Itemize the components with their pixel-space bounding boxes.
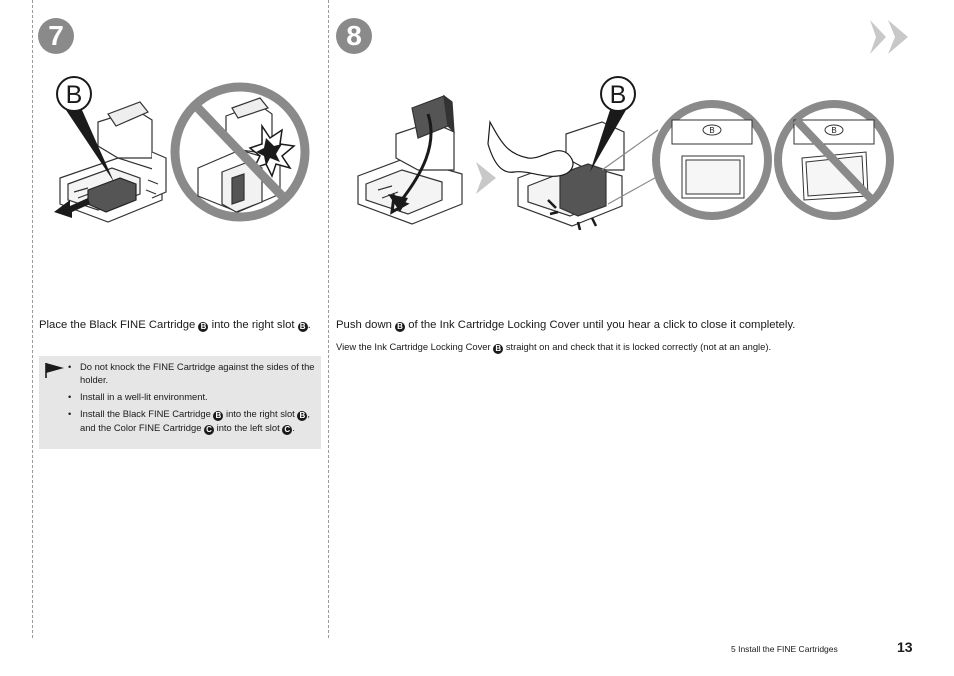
step-7-instruction	[39, 318, 327, 333]
instruction-text: Place the Black FINE Cartridge	[39, 319, 196, 331]
mark-c-icon: C	[282, 425, 292, 435]
prohibited-icon	[778, 104, 890, 216]
callout-letter: B	[609, 81, 627, 109]
mark-b-icon: B	[493, 344, 503, 354]
step-8-badge: 8	[336, 18, 372, 54]
note-box	[39, 356, 321, 449]
flag-icon	[45, 362, 65, 378]
chevron-right-icon	[476, 162, 496, 194]
note-item: • Install the Black FINE Cartridge B into the right slot B , and the Color FINE Cartridge C into the left slot C .	[67, 407, 317, 435]
mark-b-icon: B	[395, 322, 405, 332]
step-7-badge: 7	[38, 18, 74, 54]
detail-correct	[656, 104, 768, 216]
mark-b-icon: B	[298, 322, 308, 332]
next-page-arrow-icon[interactable]	[868, 18, 916, 56]
detail-label: B	[831, 126, 837, 135]
detail-label: B	[709, 126, 715, 135]
finger-hand	[488, 122, 573, 176]
callout-letter: B	[65, 81, 83, 109]
instruction-text: of the Ink Cartridge Locking Cover until you hear a click to close it completely.	[408, 319, 796, 331]
step-7-illustration	[48, 72, 314, 228]
footer-chapter: 5 Install the FINE Cartridges	[731, 644, 838, 654]
note-item: • Install in a well-lit environment.	[67, 390, 317, 403]
step-8-instruction	[336, 318, 936, 333]
sub-text: straight on and check that it is locked correctly (not at an angle).	[505, 341, 772, 352]
mark-b-icon: B	[297, 411, 307, 421]
instruction-text: Push down	[336, 319, 392, 331]
left-margin-line	[32, 0, 33, 638]
mark-b-icon: B	[198, 322, 208, 332]
step-8-subtext	[336, 340, 936, 354]
sub-text: View the Ink Cartridge Locking Cover	[336, 341, 491, 352]
instruction-text: into the right slot	[211, 319, 295, 331]
mark-c-icon: C	[204, 425, 214, 435]
instruction-text: .	[307, 319, 311, 331]
step-8-illustration	[352, 74, 900, 230]
note-item: • Do not knock the FINE Cartridge against the sides of the holder.	[67, 360, 317, 386]
prohibited-icon	[175, 87, 305, 217]
mark-b-icon: B	[213, 411, 223, 421]
note-list	[67, 360, 317, 439]
cartridge-holder-cover-open	[358, 96, 462, 224]
column-divider	[328, 0, 329, 638]
page-number: 13	[897, 639, 913, 655]
